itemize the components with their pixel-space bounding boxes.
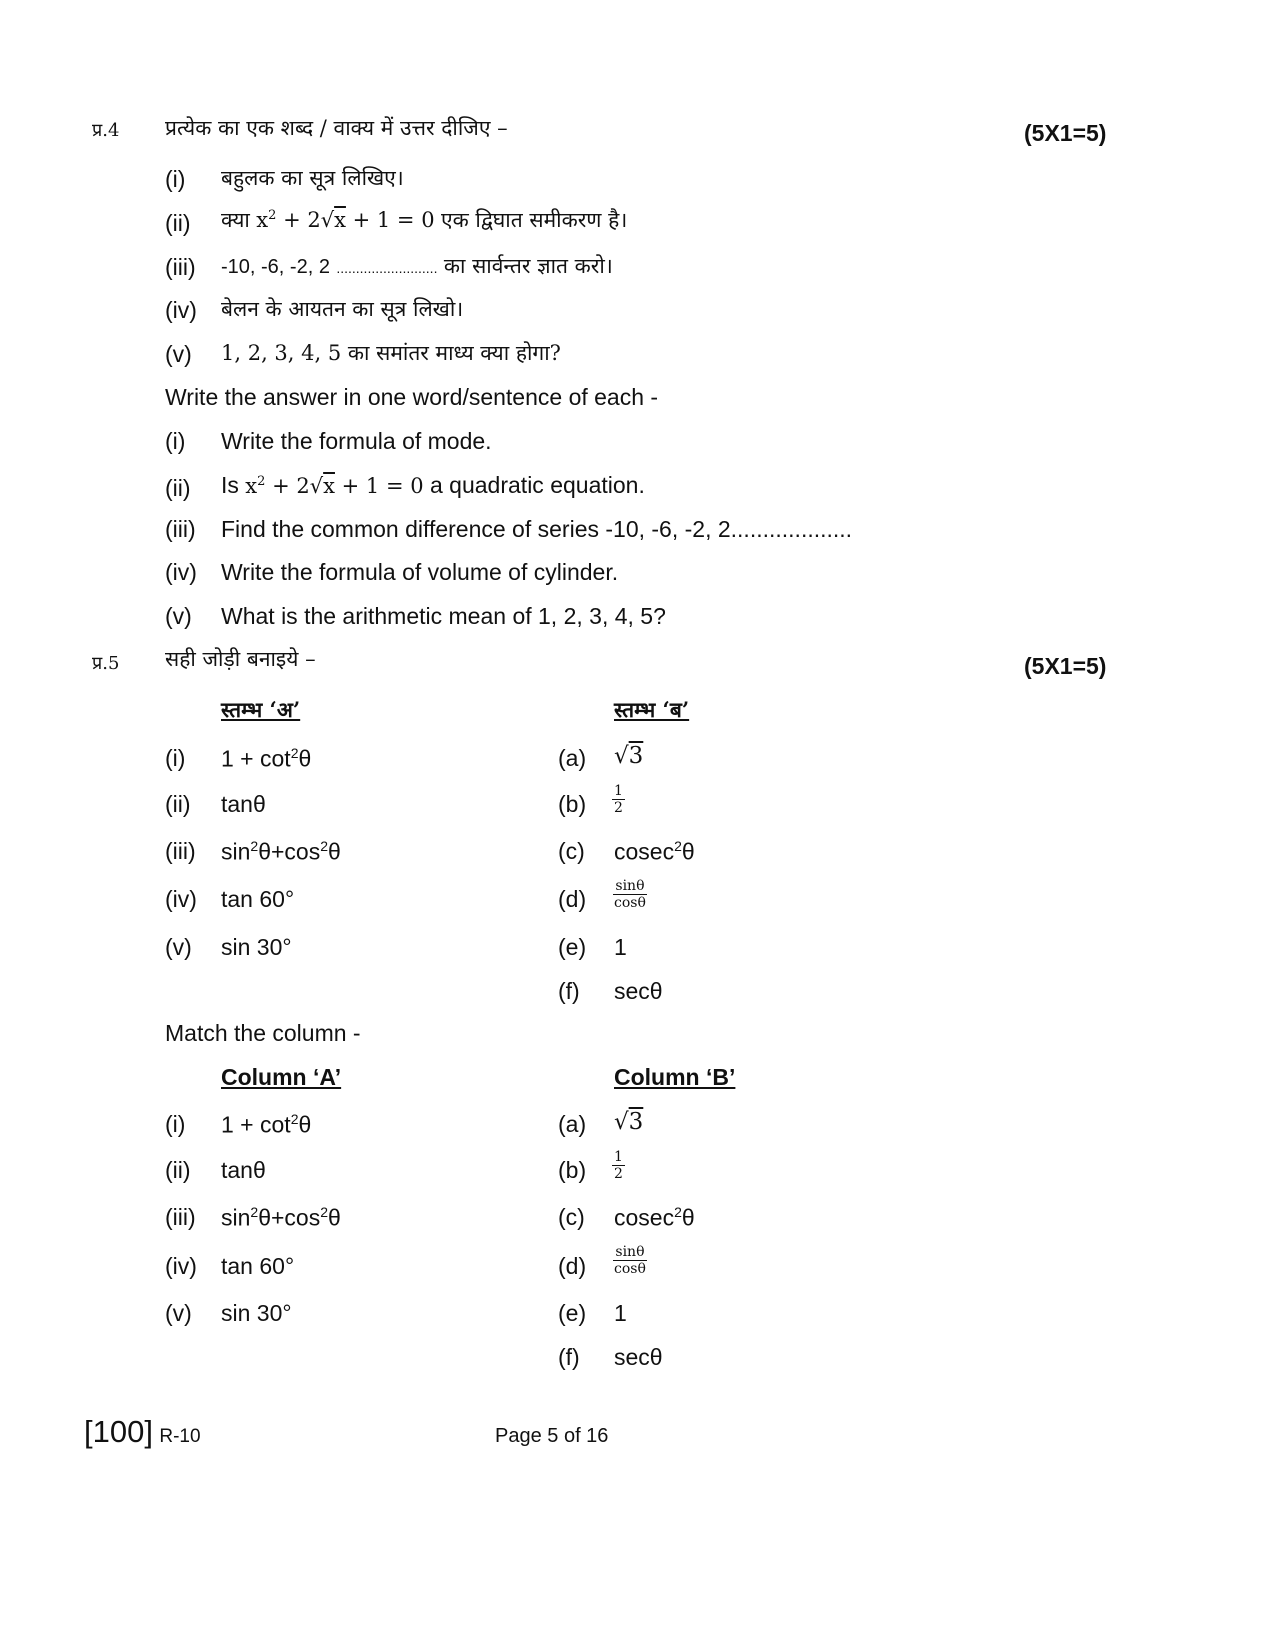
list-item-label: (f) [558,1344,580,1370]
list-item-label: (i) [165,1111,186,1137]
column-a-item: $1 + \cot^2\theta$ [221,745,312,772]
list-item-label: (e) [558,934,587,960]
list-item: Write the formula of mode. [221,428,492,454]
list-item-label: (ii) [165,1157,191,1183]
column-b-item: √3 [614,1109,644,1135]
page-number: Page 5 of 16 [495,1425,609,1447]
list-item-label: (iii) [165,838,196,864]
question-instruction-english: Write the answer in one word/sentence of each - [165,384,659,410]
list-item-label: (a) [558,1111,587,1137]
list-item-label: (e) [558,1300,587,1326]
list-item: 1, 2, 3, 4, 5 का समांतर माध्य क्या होगा? [221,341,561,365]
marks-label: (5X1=5) [1024,653,1107,679]
list-item-label: (b) [558,1157,587,1183]
list-item: Find the common difference of series -10, -6, -2, 2................... [221,516,853,542]
column-b-item: $\frac{\sin\theta}{\cos\theta}$ [614,878,646,911]
column-a-item: tanθ [221,1157,266,1183]
column-a-heading: Column ‘A’ [221,1064,342,1090]
column-a-item: $\sin^2\theta+\cos^2\theta$ [221,838,341,865]
column-a-item: tanθ [221,791,266,817]
column-b-item: cosec$^2$θ [614,1204,695,1231]
question-instruction-hindi: प्रत्येक का एक शब्द / वाक्य में उत्तर दीजिए – [165,116,508,140]
equation: $x^2 + 2√x + 1 = 0$ [256,208,435,232]
question-instruction-english: Match the column - [165,1020,361,1046]
column-b-item: 1 [614,1300,627,1326]
list-item-label: (iii) [165,254,196,280]
column-b-item: √3 [614,743,644,769]
list-item: क्या $x^2 + 2√x + 1 = 0$ एक द्विघात समीकरण है। [221,208,628,232]
list-item-label: (i) [165,428,186,454]
marks-label: (5X1=5) [1024,120,1107,146]
list-item-label: (v) [165,341,192,367]
list-item-label: (c) [558,838,585,864]
column-a-item: tan 60° [221,1253,295,1279]
equation: $x^2 + 2√x + 1 = 0$ [245,474,424,498]
column-a-item: sin 30° [221,1300,292,1326]
list-item: -10, -6, -2, 2 .......................... का सार्वन्तर ज्ञात करो। [221,254,613,278]
list-item-label: (i) [165,745,186,771]
list-item-label: (iv) [165,559,197,585]
column-a-item: tan 60° [221,886,295,912]
list-item: Is $x^2 + 2√x + 1 = 0$ a quadratic equation. [221,472,645,498]
question-instruction-hindi: सही जोड़ी बनाइये – [165,647,316,671]
column-a-item: $1 + \cot^2\theta$ [221,1111,312,1138]
column-b-item: secθ [614,1344,663,1370]
list-item-label: (ii) [165,791,191,817]
column-b-heading: Column ‘B’ [614,1064,736,1090]
list-item-label: (ii) [165,475,191,501]
column-b-item: $\frac{1}{2}$ [614,1149,623,1182]
list-item-label: (iv) [165,297,197,323]
list-item: What is the arithmetic mean of 1, 2, 3, 4, 5? [221,603,666,629]
list-item-label: (c) [558,1204,585,1230]
list-item-label: (i) [165,166,186,192]
column-b-item: secθ [614,978,663,1004]
list-item-label: (v) [165,1300,192,1326]
column-b-item: 1 [614,934,627,960]
list-item: बहुलक का सूत्र लिखिए। [221,166,404,190]
list-item-label: (b) [558,791,587,817]
footer-code: [100] R-10 [84,1414,201,1449]
list-item: Write the formula of volume of cylinder. [221,559,619,585]
column-b-item: cosec$^2$θ [614,838,695,865]
list-item-label: (iii) [165,1204,196,1230]
list-item-label: (ii) [165,210,191,236]
column-b-item: $\frac{1}{2}$ [614,783,623,816]
question-number: प्र.4 [92,120,120,141]
list-item-label: (v) [165,934,192,960]
list-item: बेलन के आयतन का सूत्र लिखो। [221,297,464,321]
column-a-item: $\sin^2\theta+\cos^2\theta$ [221,1204,341,1231]
column-a-heading: स्तम्भ ‘अ’ [221,697,301,722]
list-item-label: (v) [165,603,192,629]
column-b-heading: स्तम्भ ‘ब’ [614,697,690,722]
column-b-item: $\frac{\sin\theta}{\cos\theta}$ [614,1244,646,1277]
list-item-label: (d) [558,1253,587,1279]
column-a-item: sin 30° [221,934,292,960]
list-item-label: (f) [558,978,580,1004]
list-item-label: (iii) [165,516,196,542]
list-item-label: (d) [558,886,587,912]
question-number: प्र.5 [92,653,120,674]
list-item-label: (iv) [165,886,197,912]
list-item-label: (iv) [165,1253,197,1279]
list-item-label: (a) [558,745,587,771]
